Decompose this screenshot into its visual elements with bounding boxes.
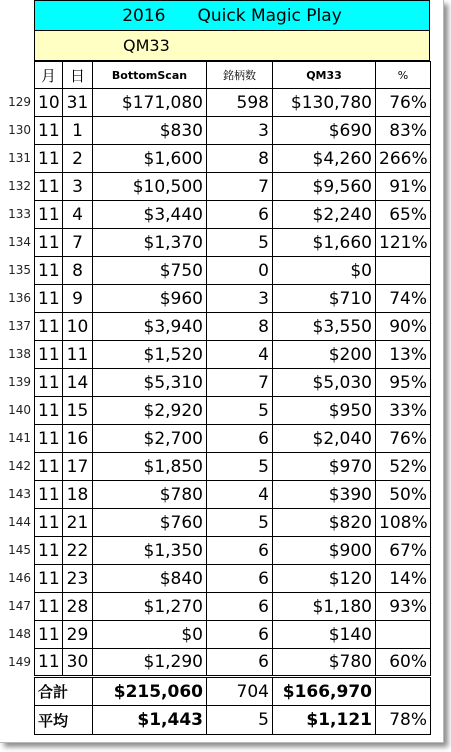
- cell-bottomscan[interactable]: $780: [93, 481, 207, 509]
- col-header-bottomscan[interactable]: BottomScan: [93, 62, 207, 89]
- cell-count[interactable]: 6: [207, 621, 273, 649]
- table-row: [35, 565, 431, 593]
- total-cell-bottomscan[interactable]: $215,060: [93, 677, 207, 706]
- cell-qm33[interactable]: $140: [273, 621, 376, 649]
- cell-qm33[interactable]: $200: [273, 341, 376, 369]
- cell-qm33[interactable]: $820: [273, 509, 376, 537]
- col-header-qm33[interactable]: QM33: [273, 62, 376, 89]
- cell-bottomscan[interactable]: $1,270: [93, 593, 207, 621]
- cell-bottomscan[interactable]: $1,350: [93, 537, 207, 565]
- table-row: [35, 173, 431, 201]
- cell-day[interactable]: 31: [63, 89, 93, 117]
- cell-percent[interactable]: 266%: [376, 145, 431, 173]
- cell-percent[interactable]: 108%: [376, 509, 431, 537]
- cell-month[interactable]: 11: [35, 425, 63, 453]
- cell-qm33[interactable]: $950: [273, 397, 376, 425]
- cell-count[interactable]: 6: [207, 649, 273, 677]
- cell-count[interactable]: 5: [207, 229, 273, 257]
- cell-percent[interactable]: 91%: [376, 173, 431, 201]
- cell-count[interactable]: 6: [207, 201, 273, 229]
- average-cell-qm33[interactable]: $1,121: [273, 706, 376, 735]
- cell-day[interactable]: 22: [63, 537, 93, 565]
- cell-percent[interactable]: 50%: [376, 481, 431, 509]
- row-number[interactable]: 143: [8, 487, 31, 501]
- cell-percent[interactable]: [376, 257, 431, 285]
- cell-bottomscan[interactable]: $830: [93, 117, 207, 145]
- title-banner: [34, 0, 430, 31]
- cell-qm33[interactable]: $1,180: [273, 593, 376, 621]
- table-row: [35, 285, 431, 313]
- cell-count[interactable]: 8: [207, 145, 273, 173]
- average-row: [35, 706, 431, 735]
- cell-month[interactable]: 10: [35, 89, 63, 117]
- cell-percent[interactable]: 65%: [376, 201, 431, 229]
- row-number[interactable]: 146: [8, 571, 31, 585]
- cell-bottomscan[interactable]: $1,370: [93, 229, 207, 257]
- cell-month[interactable]: 11: [35, 201, 63, 229]
- cell-count[interactable]: 3: [207, 117, 273, 145]
- row-number[interactable]: 142: [8, 459, 31, 473]
- table-row: [35, 145, 431, 173]
- cell-count[interactable]: 7: [207, 173, 273, 201]
- table-row: [35, 593, 431, 621]
- cell-bottomscan[interactable]: $750: [93, 257, 207, 285]
- total-cell-count[interactable]: 704: [207, 677, 273, 706]
- cell-count[interactable]: 6: [207, 425, 273, 453]
- table-row: [35, 397, 431, 425]
- cell-day[interactable]: 14: [63, 369, 93, 397]
- row-number[interactable]: 145: [8, 543, 31, 557]
- table-row: [35, 621, 431, 649]
- cell-qm33[interactable]: $5,030: [273, 369, 376, 397]
- year-label: 2016: [122, 5, 166, 26]
- cell-count[interactable]: 8: [207, 313, 273, 341]
- cell-month[interactable]: 11: [35, 145, 63, 173]
- average-label[interactable]: 平均: [35, 706, 93, 735]
- cell-qm33[interactable]: $390: [273, 481, 376, 509]
- cell-day[interactable]: 4: [63, 201, 93, 229]
- cell-qm33[interactable]: $9,560: [273, 173, 376, 201]
- cell-percent[interactable]: 93%: [376, 593, 431, 621]
- cell-bottomscan[interactable]: $1,850: [93, 453, 207, 481]
- cell-day[interactable]: 16: [63, 425, 93, 453]
- cell-qm33[interactable]: $690: [273, 117, 376, 145]
- row-number[interactable]: 129: [8, 95, 31, 109]
- cell-bottomscan[interactable]: $760: [93, 509, 207, 537]
- cell-day[interactable]: 29: [63, 621, 93, 649]
- col-header-day[interactable]: 日: [63, 62, 93, 89]
- row-number[interactable]: 133: [8, 207, 31, 221]
- table-row: [35, 201, 431, 229]
- cell-day[interactable]: 28: [63, 593, 93, 621]
- cell-month[interactable]: 11: [35, 117, 63, 145]
- col-header-month[interactable]: 月: [35, 62, 63, 89]
- cell-count[interactable]: 6: [207, 565, 273, 593]
- cell-count[interactable]: 4: [207, 341, 273, 369]
- cell-day[interactable]: 7: [63, 229, 93, 257]
- cell-percent[interactable]: 83%: [376, 117, 431, 145]
- cell-qm33[interactable]: $780: [273, 649, 376, 677]
- row-number[interactable]: 131: [8, 151, 31, 165]
- cell-percent[interactable]: 60%: [376, 649, 431, 677]
- table-row: [35, 89, 431, 117]
- cell-percent[interactable]: 76%: [376, 89, 431, 117]
- cell-bottomscan[interactable]: $3,440: [93, 201, 207, 229]
- table-row: [35, 229, 431, 257]
- results-table: [34, 61, 431, 735]
- cell-day[interactable]: 3: [63, 173, 93, 201]
- cell-percent[interactable]: 74%: [376, 285, 431, 313]
- table-row: [35, 341, 431, 369]
- table-row: [35, 509, 431, 537]
- table-row: [35, 257, 431, 285]
- cell-qm33[interactable]: $1,660: [273, 229, 376, 257]
- cell-month[interactable]: 11: [35, 593, 63, 621]
- cell-month[interactable]: 11: [35, 621, 63, 649]
- cell-bottomscan[interactable]: $960: [93, 285, 207, 313]
- cell-day[interactable]: 18: [63, 481, 93, 509]
- row-number[interactable]: 134: [8, 235, 31, 249]
- cell-bottomscan[interactable]: $1,600: [93, 145, 207, 173]
- table-row: [35, 369, 431, 397]
- cell-percent[interactable]: 14%: [376, 565, 431, 593]
- cell-month[interactable]: 11: [35, 369, 63, 397]
- cell-month[interactable]: 11: [35, 285, 63, 313]
- cell-qm33[interactable]: $130,780: [273, 89, 376, 117]
- cell-bottomscan[interactable]: $840: [93, 565, 207, 593]
- cell-percent[interactable]: 67%: [376, 537, 431, 565]
- total-cell-percent[interactable]: [376, 677, 431, 706]
- cell-percent[interactable]: 121%: [376, 229, 431, 257]
- cell-count[interactable]: 598: [207, 89, 273, 117]
- table-row: [35, 537, 431, 565]
- cell-qm33[interactable]: $4,260: [273, 145, 376, 173]
- row-number[interactable]: 140: [8, 403, 31, 417]
- row-number[interactable]: 135: [8, 263, 31, 277]
- subtitle-label: QM33: [123, 36, 170, 55]
- cell-qm33[interactable]: $2,240: [273, 201, 376, 229]
- cell-qm33[interactable]: $900: [273, 537, 376, 565]
- cell-percent[interactable]: 76%: [376, 425, 431, 453]
- cell-day[interactable]: 23: [63, 565, 93, 593]
- cell-qm33[interactable]: $120: [273, 565, 376, 593]
- cell-month[interactable]: 11: [35, 173, 63, 201]
- sheet-area: [34, 0, 430, 735]
- table-row: [35, 649, 431, 677]
- row-number[interactable]: 137: [8, 319, 31, 333]
- cell-count[interactable]: 5: [207, 509, 273, 537]
- cell-percent[interactable]: 52%: [376, 453, 431, 481]
- header-row: [35, 62, 431, 89]
- table-row: [35, 425, 431, 453]
- cell-bottomscan[interactable]: $171,080: [93, 89, 207, 117]
- table-row: [35, 313, 431, 341]
- cell-count[interactable]: 4: [207, 481, 273, 509]
- cell-day[interactable]: 1: [63, 117, 93, 145]
- average-cell-percent[interactable]: 78%: [376, 706, 431, 735]
- cell-percent[interactable]: 95%: [376, 369, 431, 397]
- cell-count[interactable]: 7: [207, 369, 273, 397]
- cell-day[interactable]: 2: [63, 145, 93, 173]
- cell-qm33[interactable]: $970: [273, 453, 376, 481]
- col-header-count[interactable]: 銘柄数: [207, 62, 273, 89]
- row-number[interactable]: 139: [8, 375, 31, 389]
- row-number-column: [0, 88, 34, 676]
- average-cell-bottomscan[interactable]: $1,443: [93, 706, 207, 735]
- cell-bottomscan[interactable]: $3,940: [93, 313, 207, 341]
- row-number[interactable]: 147: [8, 599, 31, 613]
- cell-percent[interactable]: 13%: [376, 341, 431, 369]
- cell-bottomscan[interactable]: $10,500: [93, 173, 207, 201]
- cell-month[interactable]: 11: [35, 397, 63, 425]
- cell-qm33[interactable]: $710: [273, 285, 376, 313]
- cell-month[interactable]: 11: [35, 537, 63, 565]
- cell-bottomscan[interactable]: $1,520: [93, 341, 207, 369]
- total-label[interactable]: 合計: [35, 677, 93, 706]
- cell-month[interactable]: 11: [35, 453, 63, 481]
- cell-day[interactable]: 10: [63, 313, 93, 341]
- cell-bottomscan[interactable]: $5,310: [93, 369, 207, 397]
- cell-count[interactable]: 6: [207, 593, 273, 621]
- total-row: [35, 677, 431, 706]
- cell-percent[interactable]: 33%: [376, 397, 431, 425]
- cell-count[interactable]: 5: [207, 397, 273, 425]
- row-number[interactable]: 141: [8, 431, 31, 445]
- row-number[interactable]: 130: [8, 123, 31, 137]
- row-number[interactable]: 149: [8, 655, 31, 669]
- table-row: [35, 117, 431, 145]
- cell-day[interactable]: 15: [63, 397, 93, 425]
- cell-count[interactable]: 0: [207, 257, 273, 285]
- cell-month[interactable]: 11: [35, 229, 63, 257]
- subtitle-banner: [34, 31, 430, 61]
- row-number[interactable]: 136: [8, 291, 31, 305]
- row-number[interactable]: 138: [8, 347, 31, 361]
- cell-qm33[interactable]: $2,040: [273, 425, 376, 453]
- average-cell-count[interactable]: 5: [207, 706, 273, 735]
- cell-qm33[interactable]: $0: [273, 257, 376, 285]
- cell-day[interactable]: 11: [63, 341, 93, 369]
- title-label: Quick Magic Play: [197, 5, 342, 26]
- cell-percent[interactable]: 90%: [376, 313, 431, 341]
- cell-day[interactable]: 30: [63, 649, 93, 677]
- cell-month[interactable]: 11: [35, 257, 63, 285]
- cell-month[interactable]: 11: [35, 509, 63, 537]
- cell-count[interactable]: 3: [207, 285, 273, 313]
- total-cell-qm33[interactable]: $166,970: [273, 677, 376, 706]
- table-row: [35, 481, 431, 509]
- cell-count[interactable]: 5: [207, 453, 273, 481]
- row-number[interactable]: 144: [8, 515, 31, 529]
- cell-bottomscan[interactable]: $0: [93, 621, 207, 649]
- cell-bottomscan[interactable]: $2,920: [93, 397, 207, 425]
- cell-day[interactable]: 17: [63, 453, 93, 481]
- cell-percent[interactable]: [376, 621, 431, 649]
- table-row: [35, 453, 431, 481]
- cell-day[interactable]: 9: [63, 285, 93, 313]
- cell-month[interactable]: 11: [35, 649, 63, 677]
- cell-day[interactable]: 8: [63, 257, 93, 285]
- cell-bottomscan[interactable]: $2,700: [93, 425, 207, 453]
- cell-bottomscan[interactable]: $1,290: [93, 649, 207, 677]
- cell-count[interactable]: 6: [207, 537, 273, 565]
- row-number[interactable]: 132: [8, 179, 31, 193]
- cell-month[interactable]: 11: [35, 313, 63, 341]
- cell-day[interactable]: 21: [63, 509, 93, 537]
- cell-qm33[interactable]: $3,550: [273, 313, 376, 341]
- cell-month[interactable]: 11: [35, 565, 63, 593]
- cell-month[interactable]: 11: [35, 481, 63, 509]
- cell-month[interactable]: 11: [35, 341, 63, 369]
- col-header-percent[interactable]: %: [376, 62, 431, 89]
- row-number[interactable]: 148: [8, 627, 31, 641]
